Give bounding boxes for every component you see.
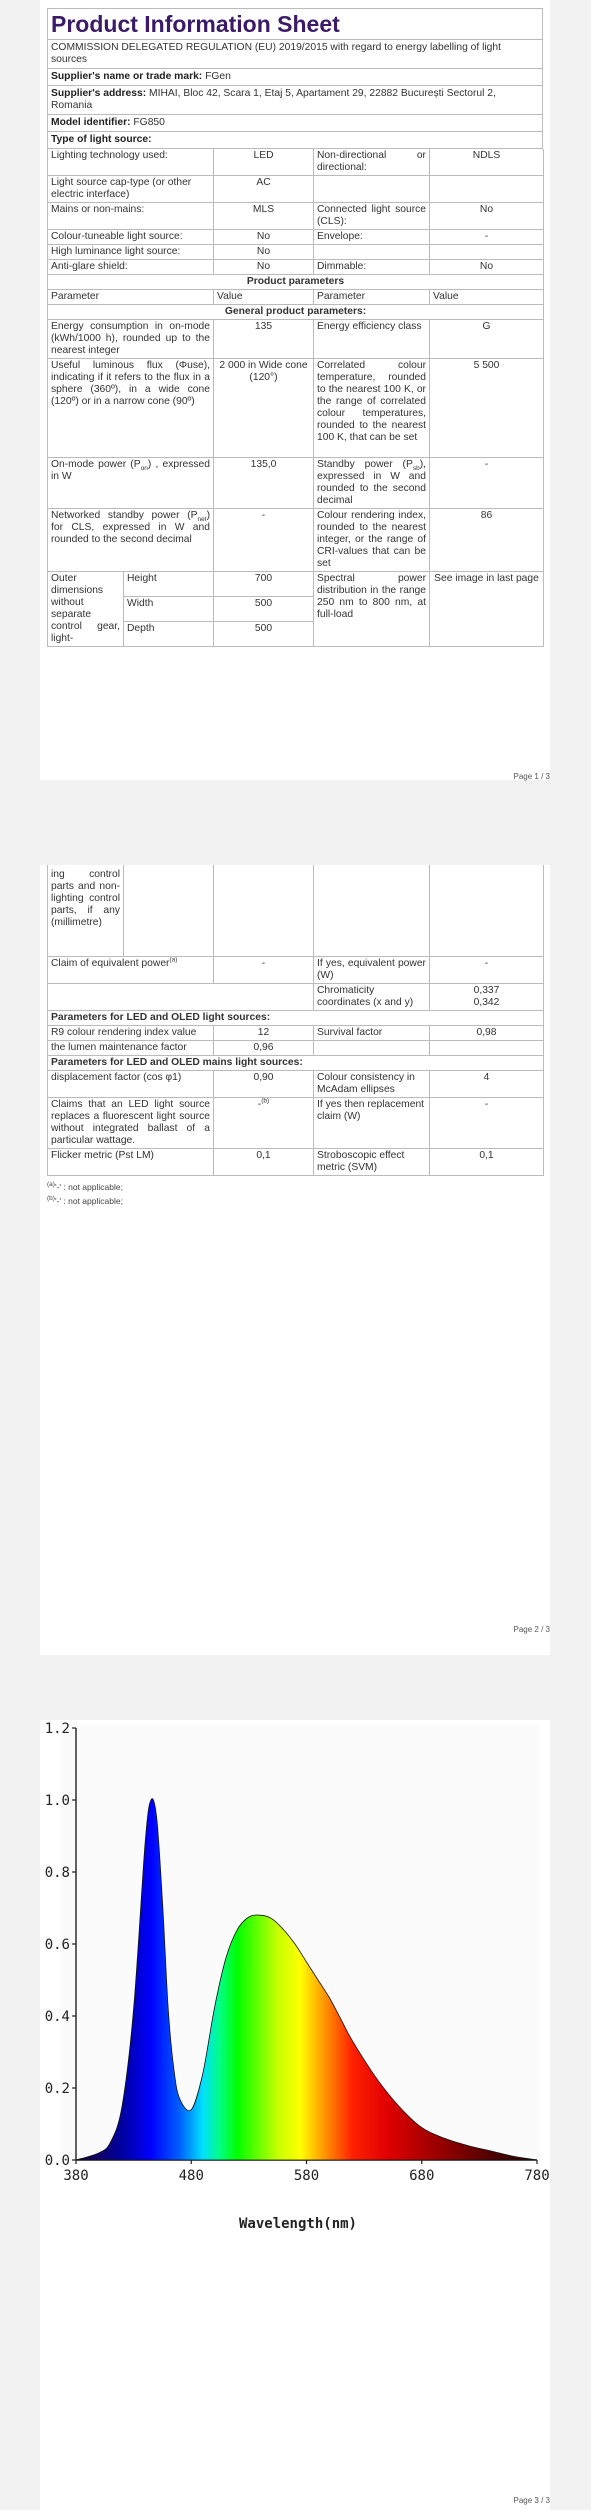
- cell-label: Useful luminous flux (Φuse), indicating if it refers to the flux in a sphere (360º), in a wide cone (120º) or in a narrow cone (90º): [48, 359, 214, 458]
- page-number: Page 2 / 3: [513, 1625, 550, 1634]
- column-header: Value: [214, 290, 314, 305]
- table-row: [48, 245, 544, 260]
- table-row: [48, 203, 544, 230]
- regulation-text: COMMISSION DELEGATED REGULATION (EU) 2019/2015 with regard to energy labelling of light sources: [47, 39, 543, 69]
- page-1: [40, 0, 550, 780]
- cell-value: [430, 176, 544, 203]
- footnote-text: '-' : not applicable;: [54, 1196, 123, 1206]
- flicker-value: 0,1: [214, 1149, 314, 1176]
- footnote-mark: (a): [169, 956, 178, 964]
- cell-label: Connected light source (CLS):: [314, 203, 430, 230]
- page-2: [40, 865, 550, 1655]
- claims-value-text: -: [257, 1099, 262, 1110]
- r9-label: R9 colour rendering index value: [48, 1026, 214, 1041]
- cell-value: -: [430, 458, 544, 509]
- table-row: [48, 230, 544, 245]
- networked-label: Networked standby power (P: [51, 510, 198, 521]
- dimensions-table: [47, 572, 544, 647]
- table-header-row: [48, 290, 544, 305]
- onmode-suffix: ) , expressed in W: [51, 459, 210, 482]
- survival-value: 0,98: [430, 1026, 544, 1041]
- cell-label: [314, 245, 430, 260]
- cell-value: No: [430, 203, 544, 230]
- product-sheet-part-2: [47, 865, 543, 1208]
- table-row: [48, 1098, 544, 1149]
- cell-value: NDLS: [430, 149, 544, 176]
- cell-label: [48, 458, 214, 509]
- dim-value: 500: [214, 621, 314, 646]
- survival-label: Survival factor: [314, 1026, 430, 1041]
- onmode-label: On-mode power (P: [51, 459, 141, 470]
- x-tick-label: 580: [293, 2168, 320, 2184]
- chroma-x: 0,337: [473, 985, 500, 996]
- cell-label: Colour rendering index, rounded to the nearest integer, or the range of CRI-values that can be set: [314, 509, 430, 572]
- cell-label: Colour-tuneable light source:: [48, 230, 214, 245]
- cell-value: G: [430, 320, 544, 359]
- dim-label: Depth: [124, 621, 214, 646]
- cell-label: [314, 176, 430, 203]
- footnote-text: '-' : not applicable;: [54, 1182, 123, 1192]
- x-tick-label: 480: [178, 2168, 204, 2184]
- table-row: [48, 572, 544, 596]
- displacement-value: 0,90: [214, 1071, 314, 1098]
- continuation-table: [47, 865, 544, 1176]
- product-params-heading: Product parameters: [48, 275, 544, 290]
- supplier-name-row: [47, 69, 543, 86]
- footnote-mark: (b): [261, 1097, 270, 1105]
- cell-value: 2 000 in Wide cone (120°): [214, 359, 314, 458]
- empty-cell: [314, 1041, 430, 1056]
- footnote-mark: (b): [47, 1195, 55, 1203]
- claim-label: [48, 957, 214, 984]
- spectral-value: See image in last page: [430, 572, 544, 647]
- replacement-label: If yes then replacement claim (W): [314, 1098, 430, 1149]
- table-row: [48, 458, 544, 509]
- page-title: Product Information Sheet: [47, 8, 543, 39]
- footnotes: [47, 1180, 543, 1208]
- claim-label-text: Claim of equivalent power: [51, 958, 170, 969]
- chromaticity-value: [430, 984, 544, 1011]
- x-tick-label: 680: [409, 2168, 435, 2184]
- product-sheet-part-1: [47, 8, 543, 647]
- y-tick-label: 1.2: [44, 1721, 70, 1737]
- column-header: Value: [430, 290, 544, 305]
- cell-value: 86: [430, 509, 544, 572]
- dim-label: Width: [124, 596, 214, 621]
- footnote-mark: (a): [47, 1181, 55, 1189]
- footnote-b: [47, 1194, 543, 1208]
- claims-value: [214, 1098, 314, 1149]
- supplier-name-label: Supplier's name or trade mark:: [51, 71, 203, 82]
- cell-label: [314, 458, 430, 509]
- led-params-heading: Parameters for LED and OLED light sources:: [48, 1011, 544, 1026]
- cell-value: [430, 245, 544, 260]
- equiv-label: If yes, equivalent power (W): [314, 957, 430, 984]
- empty-cell: [430, 1041, 544, 1056]
- cell-value: No: [214, 245, 314, 260]
- cell-value: 135,0: [214, 458, 314, 509]
- table-row: [48, 1041, 544, 1056]
- table-row: [48, 1026, 544, 1041]
- networked-sub: net: [197, 516, 207, 524]
- empty-cell: [430, 865, 544, 957]
- type-heading-text: Type of light source:: [51, 134, 152, 145]
- cell-label: Anti-glare shield:: [48, 260, 214, 275]
- table-row: [48, 359, 544, 458]
- y-tick-label: 0.2: [44, 2081, 70, 2097]
- footnote-a: [47, 1180, 543, 1194]
- spectral-chart: [40, 1720, 550, 2290]
- cell-label: Correlated colour temperature, rounded to the nearest 100 K, or the range of correlated colour temperatures, rounded to the nearest 100 K, that can be set: [314, 359, 430, 458]
- cell-label: Energy efficiency class: [314, 320, 430, 359]
- cell-value: 5 500: [430, 359, 544, 458]
- page-number: Page 1 / 3: [513, 772, 550, 781]
- cell-label: Dimmable:: [314, 260, 430, 275]
- table-row: [48, 984, 544, 1011]
- table-row: [48, 865, 544, 957]
- cell-label: [48, 509, 214, 572]
- y-tick-label: 0.6: [44, 1937, 70, 1953]
- supplier-address-row: [47, 86, 543, 115]
- cell-value: LED: [214, 149, 314, 176]
- consistency-label: Colour consistency in McAdam ellipses: [314, 1071, 430, 1098]
- table-row: [48, 1071, 544, 1098]
- cell-value: MLS: [214, 203, 314, 230]
- displacement-label: displacement factor (cos φ1): [48, 1071, 214, 1098]
- y-tick-label: 1.0: [44, 1793, 70, 1809]
- supplier-name-value: FGen: [205, 71, 231, 82]
- consistency-value: 4: [430, 1071, 544, 1098]
- y-tick-label: 0.4: [44, 2009, 70, 2025]
- empty-cell: [48, 984, 314, 1011]
- standby-sub: sb: [412, 465, 420, 473]
- onmode-sub: on: [140, 465, 148, 473]
- table-row: [48, 509, 544, 572]
- empty-cell: [124, 865, 214, 957]
- cell-label: Light source cap-type (or other electric interface): [48, 176, 214, 203]
- model-value: FG850: [133, 117, 165, 128]
- table-row: [48, 957, 544, 984]
- x-axis-label: Wavelength(nm): [238, 2216, 358, 2232]
- column-header: Parameter: [48, 290, 214, 305]
- empty-cell: [314, 865, 430, 957]
- standby-suffix: ), expressed in W and rounded to the second decimal: [317, 459, 426, 506]
- table-row: [48, 149, 544, 176]
- x-tick-label: 380: [63, 2168, 89, 2184]
- page-3: [40, 1720, 550, 2510]
- supplier-address-label: Supplier's address:: [51, 88, 147, 99]
- cell-value: No: [430, 260, 544, 275]
- type-table: [47, 149, 544, 572]
- strobe-value: 0,1: [430, 1149, 544, 1176]
- table-row: [48, 260, 544, 275]
- type-heading: [47, 132, 543, 149]
- general-params-heading: General product parameters:: [48, 305, 544, 320]
- r9-value: 12: [214, 1026, 314, 1041]
- flicker-label: Flicker metric (Pst LM): [48, 1149, 214, 1176]
- table-row: [48, 1011, 544, 1026]
- lumen-value: 0,96: [214, 1041, 314, 1056]
- table-row: [48, 176, 544, 203]
- x-tick-label: 780: [524, 2168, 550, 2184]
- cell-value: AC: [214, 176, 314, 203]
- cell-label: Lighting technology used:: [48, 149, 214, 176]
- strobe-label: Stroboscopic effect metric (SVM): [314, 1149, 430, 1176]
- cell-label: Envelope:: [314, 230, 430, 245]
- table-row: [48, 1149, 544, 1176]
- y-tick-label: 0.8: [44, 1865, 70, 1881]
- page-number: Page 3 / 3: [513, 2496, 550, 2505]
- dim-value: 700: [214, 572, 314, 596]
- cell-label: Non-directional or directional:: [314, 149, 430, 176]
- cell-label: High luminance light source:: [48, 245, 214, 260]
- model-row: [47, 115, 543, 132]
- table-row: [48, 1056, 544, 1071]
- standby-label: Standby power (P: [317, 459, 413, 470]
- empty-cell: [214, 865, 314, 957]
- cell-label: Energy consumption in on-mode (kWh/1000 h), rounded up to the nearest integer: [48, 320, 214, 359]
- spectral-label: Spectral power distribution in the range 250 nm to 800 nm, at full-load: [314, 572, 430, 647]
- cell-value: No: [214, 260, 314, 275]
- table-row: [48, 305, 544, 320]
- supplier-address-value: MIHAI, Bloc 42, Scara 1, Etaj 5, Apartament 29, 22882 București Sectorul 2, Romania: [51, 88, 496, 111]
- equiv-value: -: [430, 957, 544, 984]
- cell-value: 135: [214, 320, 314, 359]
- table-row: [48, 320, 544, 359]
- cell-value: -: [430, 230, 544, 245]
- networked-suffix: ) for CLS, expressed in W and rounded to the second decimal: [51, 510, 210, 545]
- column-header: Parameter: [314, 290, 430, 305]
- model-label: Model identifier:: [51, 117, 131, 128]
- claims-label: Claims that an LED light source replaces a fluorescent light source without integrated ballast of a particular wattage.: [48, 1098, 214, 1149]
- cell-value: No: [214, 230, 314, 245]
- cell-value: -: [214, 509, 314, 572]
- outer-dimensions-label-cont: ing control parts and non-lighting control parts, if any (millimetre): [48, 865, 124, 957]
- chroma-y: 0,342: [473, 997, 500, 1008]
- table-row: [48, 275, 544, 290]
- claim-value: -: [214, 957, 314, 984]
- chromaticity-label: Chromaticity coordinates (x and y): [314, 984, 430, 1011]
- y-tick-label: 0.0: [44, 2153, 70, 2169]
- mains-params-heading: Parameters for LED and OLED mains light sources:: [48, 1056, 544, 1071]
- dim-value: 500: [214, 596, 314, 621]
- cell-label: Mains or non-mains:: [48, 203, 214, 230]
- lumen-label: the lumen maintenance factor: [48, 1041, 214, 1056]
- dim-label: Height: [124, 572, 214, 596]
- outer-dimensions-label: Outer dimensions without separate control gear, light-: [48, 572, 124, 647]
- replacement-value: -: [430, 1098, 544, 1149]
